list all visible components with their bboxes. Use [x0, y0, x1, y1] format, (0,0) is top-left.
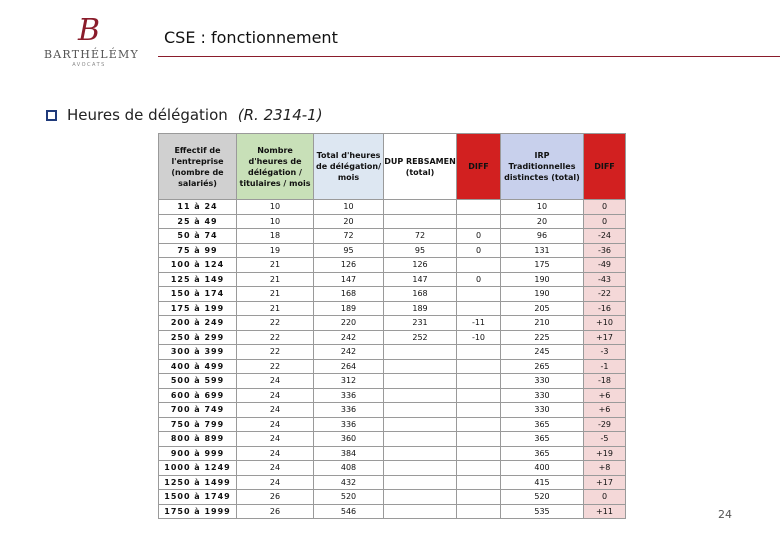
- cell-diff-dup: -11: [457, 316, 501, 331]
- cell-dup: [384, 417, 457, 432]
- cell-nombre: 26: [237, 490, 314, 505]
- cell-effectif: 150 à 174: [159, 287, 237, 302]
- title-divider: [158, 56, 780, 57]
- cell-total: 312: [314, 374, 384, 389]
- cell-effectif: 200 à 249: [159, 316, 237, 331]
- table-row: [159, 461, 626, 476]
- cell-effectif: 1000 à 1249: [159, 461, 237, 476]
- cell-diff-irp: 0: [584, 214, 626, 229]
- page-number: 24: [718, 508, 732, 521]
- cell-effectif: 800 à 899: [159, 432, 237, 447]
- cell-irp: 190: [501, 272, 584, 287]
- table-row: [159, 432, 626, 447]
- cell-dup: [384, 432, 457, 447]
- cell-diff-irp: +11: [584, 504, 626, 519]
- header-dup: DUP REBSAMEN (total): [384, 134, 457, 200]
- cell-nombre: 24: [237, 417, 314, 432]
- cell-diff-dup: 0: [457, 272, 501, 287]
- table-row: [159, 417, 626, 432]
- cell-nombre: 22: [237, 359, 314, 374]
- cell-diff-irp: -29: [584, 417, 626, 432]
- cell-dup: [384, 504, 457, 519]
- cell-diff-dup: [457, 504, 501, 519]
- cell-total: 336: [314, 388, 384, 403]
- cell-dup: 231: [384, 316, 457, 331]
- cell-irp: 520: [501, 490, 584, 505]
- cell-effectif: 400 à 499: [159, 359, 237, 374]
- cell-effectif: 600 à 699: [159, 388, 237, 403]
- header-diff-dup: DIFF: [457, 134, 501, 200]
- cell-dup: [384, 200, 457, 215]
- cell-total: 264: [314, 359, 384, 374]
- cell-nombre: 10: [237, 200, 314, 215]
- cell-diff-irp: -1: [584, 359, 626, 374]
- logo-sub: AVOCATS: [72, 62, 106, 68]
- header-diff-irp: DIFF: [584, 134, 626, 200]
- cell-diff-irp: +6: [584, 403, 626, 418]
- cell-nombre: 18: [237, 229, 314, 244]
- cell-nombre: 22: [237, 345, 314, 360]
- delegation-hours-table: [158, 133, 626, 519]
- cell-effectif: 175 à 199: [159, 301, 237, 316]
- cell-effectif: 700 à 749: [159, 403, 237, 418]
- cell-total: 408: [314, 461, 384, 476]
- table-row: [159, 301, 626, 316]
- cell-diff-dup: [457, 475, 501, 490]
- table-row: [159, 243, 626, 258]
- cell-diff-dup: [457, 301, 501, 316]
- table-row: [159, 330, 626, 345]
- cell-dup: [384, 374, 457, 389]
- cell-nombre: 24: [237, 461, 314, 476]
- cell-dup: [384, 359, 457, 374]
- table-row: [159, 258, 626, 273]
- table-row: [159, 229, 626, 244]
- cell-total: 20: [314, 214, 384, 229]
- cell-diff-dup: [457, 287, 501, 302]
- cell-irp: 20: [501, 214, 584, 229]
- logo-name: BARTHÉLÉMY: [44, 48, 139, 61]
- cell-diff-irp: +8: [584, 461, 626, 476]
- table-row: [159, 200, 626, 215]
- cell-nombre: 24: [237, 374, 314, 389]
- cell-total: 95: [314, 243, 384, 258]
- cell-irp: 365: [501, 432, 584, 447]
- cell-nombre: 26: [237, 504, 314, 519]
- table-row: [159, 316, 626, 331]
- cell-diff-dup: [457, 388, 501, 403]
- cell-total: 360: [314, 432, 384, 447]
- cell-nombre: 24: [237, 432, 314, 447]
- cell-dup: [384, 490, 457, 505]
- cell-irp: 96: [501, 229, 584, 244]
- cell-total: 336: [314, 417, 384, 432]
- cell-effectif: 100 à 124: [159, 258, 237, 273]
- cell-total: 242: [314, 345, 384, 360]
- cell-effectif: 50 à 74: [159, 229, 237, 244]
- cell-nombre: 24: [237, 388, 314, 403]
- section-heading-ref: (R. 2314-1): [237, 106, 323, 124]
- cell-diff-irp: 0: [584, 490, 626, 505]
- cell-irp: 400: [501, 461, 584, 476]
- cell-diff-dup: [457, 417, 501, 432]
- cell-diff-dup: [457, 446, 501, 461]
- cell-total: 242: [314, 330, 384, 345]
- cell-diff-dup: [457, 359, 501, 374]
- cell-total: 220: [314, 316, 384, 331]
- cell-irp: 330: [501, 374, 584, 389]
- cell-dup: [384, 345, 457, 360]
- header-nombre: Nombre d'heures de délégation / titulaires / mois: [237, 134, 314, 200]
- cell-irp: 365: [501, 417, 584, 432]
- section-heading: [46, 106, 323, 124]
- cell-dup: [384, 388, 457, 403]
- cell-dup: 189: [384, 301, 457, 316]
- cell-diff-irp: -5: [584, 432, 626, 447]
- cell-diff-dup: -10: [457, 330, 501, 345]
- cell-nombre: 19: [237, 243, 314, 258]
- cell-diff-dup: [457, 345, 501, 360]
- cell-total: 432: [314, 475, 384, 490]
- cell-effectif: 75 à 99: [159, 243, 237, 258]
- cell-dup: 95: [384, 243, 457, 258]
- cell-total: 336: [314, 403, 384, 418]
- cell-irp: 330: [501, 388, 584, 403]
- cell-total: 189: [314, 301, 384, 316]
- cell-irp: 415: [501, 475, 584, 490]
- cell-effectif: 11 à 24: [159, 200, 237, 215]
- table-row: [159, 504, 626, 519]
- cell-diff-irp: +17: [584, 330, 626, 345]
- cell-nombre: 21: [237, 287, 314, 302]
- cell-effectif: 250 à 299: [159, 330, 237, 345]
- table-row: [159, 359, 626, 374]
- logo: [44, 13, 139, 68]
- cell-diff-dup: [457, 461, 501, 476]
- table-row: [159, 345, 626, 360]
- table-row: [159, 388, 626, 403]
- cell-irp: 245: [501, 345, 584, 360]
- cell-nombre: 22: [237, 316, 314, 331]
- cell-diff-irp: -24: [584, 229, 626, 244]
- cell-nombre: 21: [237, 301, 314, 316]
- cell-diff-dup: [457, 214, 501, 229]
- cell-diff-dup: [457, 432, 501, 447]
- table-row: [159, 214, 626, 229]
- cell-nombre: 24: [237, 475, 314, 490]
- cell-total: 546: [314, 504, 384, 519]
- cell-irp: 205: [501, 301, 584, 316]
- table-row: [159, 374, 626, 389]
- logo-mark: B: [77, 13, 101, 48]
- cell-total: 168: [314, 287, 384, 302]
- cell-irp: 10: [501, 200, 584, 215]
- cell-irp: 131: [501, 243, 584, 258]
- cell-dup: 168: [384, 287, 457, 302]
- cell-nombre: 21: [237, 258, 314, 273]
- cell-dup: 72: [384, 229, 457, 244]
- cell-diff-irp: +10: [584, 316, 626, 331]
- cell-effectif: 300 à 399: [159, 345, 237, 360]
- cell-diff-dup: 0: [457, 229, 501, 244]
- cell-total: 126: [314, 258, 384, 273]
- cell-irp: 365: [501, 446, 584, 461]
- cell-diff-irp: +19: [584, 446, 626, 461]
- cell-effectif: 1750 à 1999: [159, 504, 237, 519]
- cell-irp: 265: [501, 359, 584, 374]
- cell-effectif: 125 à 149: [159, 272, 237, 287]
- header-total: Total d'heures de délégation/ mois: [314, 134, 384, 200]
- cell-irp: 535: [501, 504, 584, 519]
- cell-diff-irp: -49: [584, 258, 626, 273]
- cell-diff-irp: -36: [584, 243, 626, 258]
- cell-diff-irp: -43: [584, 272, 626, 287]
- table-row: [159, 490, 626, 505]
- cell-effectif: 750 à 799: [159, 417, 237, 432]
- cell-irp: 330: [501, 403, 584, 418]
- cell-nombre: 24: [237, 403, 314, 418]
- cell-dup: [384, 461, 457, 476]
- cell-diff-dup: [457, 403, 501, 418]
- cell-irp: 210: [501, 316, 584, 331]
- cell-nombre: 10: [237, 214, 314, 229]
- cell-total: 10: [314, 200, 384, 215]
- cell-irp: 190: [501, 287, 584, 302]
- cell-effectif: 900 à 999: [159, 446, 237, 461]
- cell-diff-dup: [457, 200, 501, 215]
- cell-diff-dup: [457, 490, 501, 505]
- cell-dup: [384, 475, 457, 490]
- cell-diff-irp: +6: [584, 388, 626, 403]
- table-row: [159, 287, 626, 302]
- section-heading-text: Heures de délégation: [67, 106, 228, 124]
- cell-diff-irp: -16: [584, 301, 626, 316]
- cell-nombre: 24: [237, 446, 314, 461]
- cell-total: 72: [314, 229, 384, 244]
- cell-nombre: 21: [237, 272, 314, 287]
- header-irp: IRP Traditionnelles distinctes (total): [501, 134, 584, 200]
- cell-diff-irp: -3: [584, 345, 626, 360]
- checkbox-bullet-icon: [46, 110, 57, 121]
- page-title: CSE : fonctionnement: [164, 28, 338, 47]
- cell-dup: [384, 403, 457, 418]
- cell-diff-irp: 0: [584, 200, 626, 215]
- cell-diff-irp: -18: [584, 374, 626, 389]
- cell-total: 147: [314, 272, 384, 287]
- cell-dup: [384, 214, 457, 229]
- cell-diff-dup: 0: [457, 243, 501, 258]
- cell-diff-irp: -22: [584, 287, 626, 302]
- cell-dup: 252: [384, 330, 457, 345]
- cell-diff-dup: [457, 258, 501, 273]
- cell-total: 384: [314, 446, 384, 461]
- cell-nombre: 22: [237, 330, 314, 345]
- cell-irp: 225: [501, 330, 584, 345]
- cell-diff-irp: +17: [584, 475, 626, 490]
- table-row: [159, 403, 626, 418]
- table-row: [159, 446, 626, 461]
- cell-irp: 175: [501, 258, 584, 273]
- cell-effectif: 1500 à 1749: [159, 490, 237, 505]
- cell-dup: [384, 446, 457, 461]
- table-row: [159, 272, 626, 287]
- cell-dup: 126: [384, 258, 457, 273]
- cell-effectif: 500 à 599: [159, 374, 237, 389]
- cell-effectif: 1250 à 1499: [159, 475, 237, 490]
- cell-effectif: 25 à 49: [159, 214, 237, 229]
- table-row: [159, 475, 626, 490]
- cell-total: 520: [314, 490, 384, 505]
- header-effectif: Effectif de l'entreprise (nombre de salariés): [159, 134, 237, 200]
- cell-dup: 147: [384, 272, 457, 287]
- cell-diff-dup: [457, 374, 501, 389]
